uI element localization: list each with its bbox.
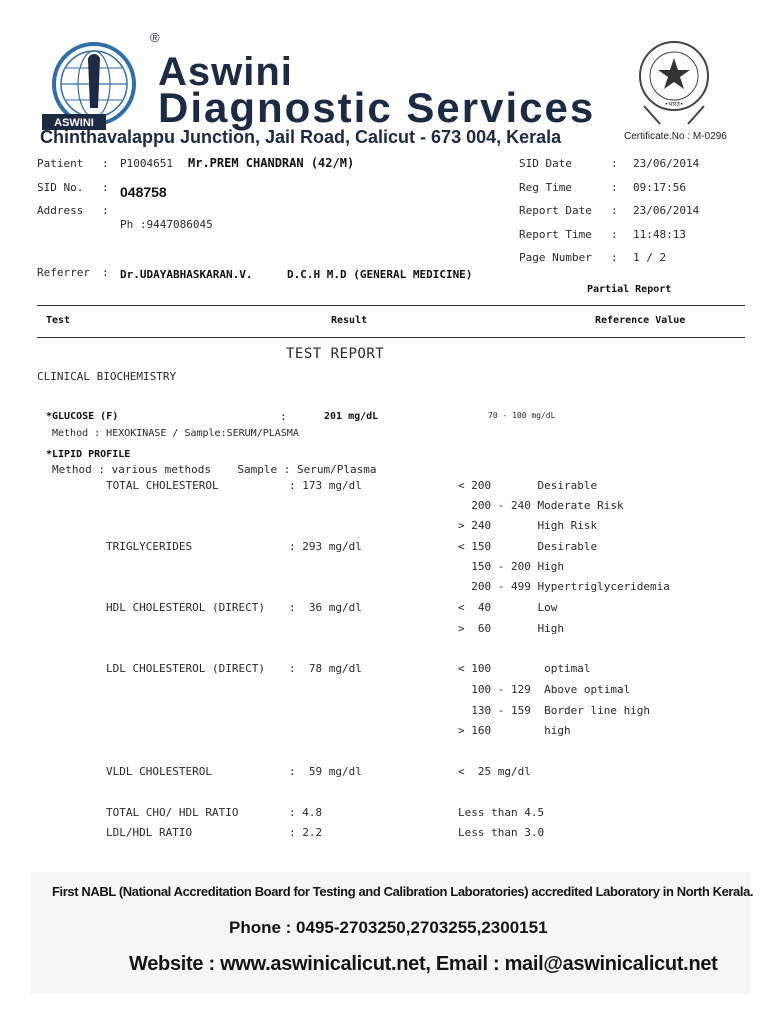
reference-line: < 100 optimal bbox=[458, 662, 591, 675]
page-number-label: Page Number bbox=[519, 251, 592, 264]
colon: : bbox=[611, 251, 618, 264]
colon: : bbox=[611, 181, 618, 194]
section-heading: CLINICAL BIOCHEMISTRY bbox=[37, 370, 177, 383]
colon: : bbox=[102, 204, 109, 217]
page-number: 1 / 2 bbox=[633, 251, 667, 264]
colon: : bbox=[102, 181, 109, 194]
sid-label: SID No. bbox=[37, 181, 84, 194]
report-time: 11:48:13 bbox=[633, 228, 686, 241]
reference-line: < 200 Desirable bbox=[458, 479, 598, 492]
column-test: Test bbox=[46, 315, 71, 326]
test-result: : 78 mg/dl bbox=[289, 662, 362, 675]
reference-line: > 60 High bbox=[458, 622, 564, 635]
address-label: Address bbox=[37, 204, 84, 217]
glucose-result: 201 mg/dL bbox=[324, 411, 379, 422]
registered-mark: ® bbox=[150, 30, 160, 45]
reg-time: 09:17:56 bbox=[633, 181, 686, 194]
test-name: VLDL CHOLESTEROL bbox=[106, 765, 212, 778]
brand-name-line1: Aswini bbox=[158, 50, 293, 94]
reg-time-label: Reg Time bbox=[519, 181, 572, 194]
colon: : bbox=[280, 410, 287, 423]
reference-line: 200 - 240 Moderate Risk bbox=[458, 499, 624, 512]
test-result: : 4.8 bbox=[289, 806, 323, 819]
reference-line: > 240 High Risk bbox=[458, 519, 598, 532]
test-name: TOTAL CHO/ HDL RATIO bbox=[106, 806, 239, 819]
report-date-label: Report Date bbox=[519, 204, 592, 217]
seal-text: •भारत• bbox=[664, 101, 684, 108]
colon: : bbox=[611, 157, 618, 170]
divider-bottom bbox=[37, 337, 745, 338]
glucose-method: Method : HEXOKINASE / Sample:SERUM/PLASMA bbox=[52, 428, 299, 439]
certificate-number: Certificate.No : M-0296 bbox=[624, 131, 727, 142]
referrer-degree: D.C.H M.D (GENERAL MEDICINE) bbox=[287, 268, 473, 281]
sid-date: 23/06/2014 bbox=[633, 157, 700, 170]
referrer-name: Dr.UDAYABHASKARAN.V. bbox=[120, 268, 253, 281]
reference-line: 150 - 200 High bbox=[458, 560, 564, 573]
divider-top bbox=[37, 305, 745, 306]
reference-line: 200 - 499 Hypertriglyceridemia bbox=[458, 580, 670, 593]
lab-address: Chinthavalappu Junction, Jail Road, Calicut - 673 004, Kerala bbox=[40, 127, 562, 147]
brand-name-line2: Diagnostic Services bbox=[158, 84, 596, 131]
colon: : bbox=[611, 228, 618, 241]
reference-line: Less than 3.0 bbox=[458, 826, 545, 839]
test-result: : 173 mg/dl bbox=[289, 479, 362, 492]
test-result: : 36 mg/dl bbox=[289, 601, 362, 614]
nabl-accreditation-text: First NABL (National Accreditation Board for Testing and Calibration Laboratories) accredited Laboratory in North Kerala. bbox=[52, 884, 754, 899]
footer-website-email: Website : www.aswinicalicut.net, Email : mail@aswinicalicut.net bbox=[129, 953, 718, 975]
accreditation-seal bbox=[622, 36, 726, 126]
test-name: TOTAL CHOLESTEROL bbox=[106, 479, 219, 492]
colon: : bbox=[102, 157, 109, 170]
sid-date-label: SID Date bbox=[519, 157, 572, 170]
column-reference: Reference Value bbox=[595, 315, 686, 326]
reference-line: > 160 high bbox=[458, 724, 571, 737]
patient-id: P1004651 bbox=[120, 157, 173, 170]
test-result: : 2.2 bbox=[289, 826, 323, 839]
reference-line: < 40 Low bbox=[458, 601, 558, 614]
patient-phone: Ph :9447086045 bbox=[120, 218, 213, 231]
test-name: HDL CHOLESTEROL (DIRECT) bbox=[106, 601, 265, 614]
test-name: LDL/HDL RATIO bbox=[106, 826, 193, 839]
partial-report-label: Partial Report bbox=[587, 284, 672, 295]
patient-name: Mr.PREM CHANDRAN (42/M) bbox=[188, 156, 355, 170]
test-name: LDL CHOLESTEROL (DIRECT) bbox=[106, 662, 265, 675]
test-result: : 59 mg/dl bbox=[289, 765, 362, 778]
lipid-profile-name: *LIPID PROFILE bbox=[46, 449, 131, 460]
report-title: TEST REPORT bbox=[286, 346, 385, 362]
test-result: : 293 mg/dl bbox=[289, 540, 362, 553]
colon: : bbox=[102, 266, 109, 279]
referrer-label: Referrer bbox=[37, 266, 90, 279]
reference-line: 100 - 129 Above optimal bbox=[458, 683, 631, 696]
report-time-label: Report Time bbox=[519, 228, 592, 241]
report-date: 23/06/2014 bbox=[633, 204, 700, 217]
glucose-test-name: *GLUCOSE (F) bbox=[46, 411, 119, 422]
glucose-reference: 70 - 100 mg/dL bbox=[488, 411, 556, 420]
aswini-logo bbox=[38, 38, 150, 140]
lipid-method: Method : various methods Sample : Serum/Plasma bbox=[52, 463, 377, 476]
reference-line: < 150 Desirable bbox=[458, 540, 598, 553]
reference-line: < 25 mg/dl bbox=[458, 765, 531, 778]
footer-phone: Phone : 0495-2703250,2703255,2300151 bbox=[229, 918, 548, 937]
reference-line: 130 - 159 Border line high bbox=[458, 704, 651, 717]
reference-line: Less than 4.5 bbox=[458, 806, 545, 819]
patient-label: Patient bbox=[37, 157, 84, 170]
test-name: TRIGLYCERIDES bbox=[106, 540, 193, 553]
column-result: Result bbox=[331, 315, 368, 326]
sid-number: 048758 bbox=[120, 184, 167, 200]
logo-text: ASWINI bbox=[54, 117, 94, 129]
colon: : bbox=[611, 204, 618, 217]
